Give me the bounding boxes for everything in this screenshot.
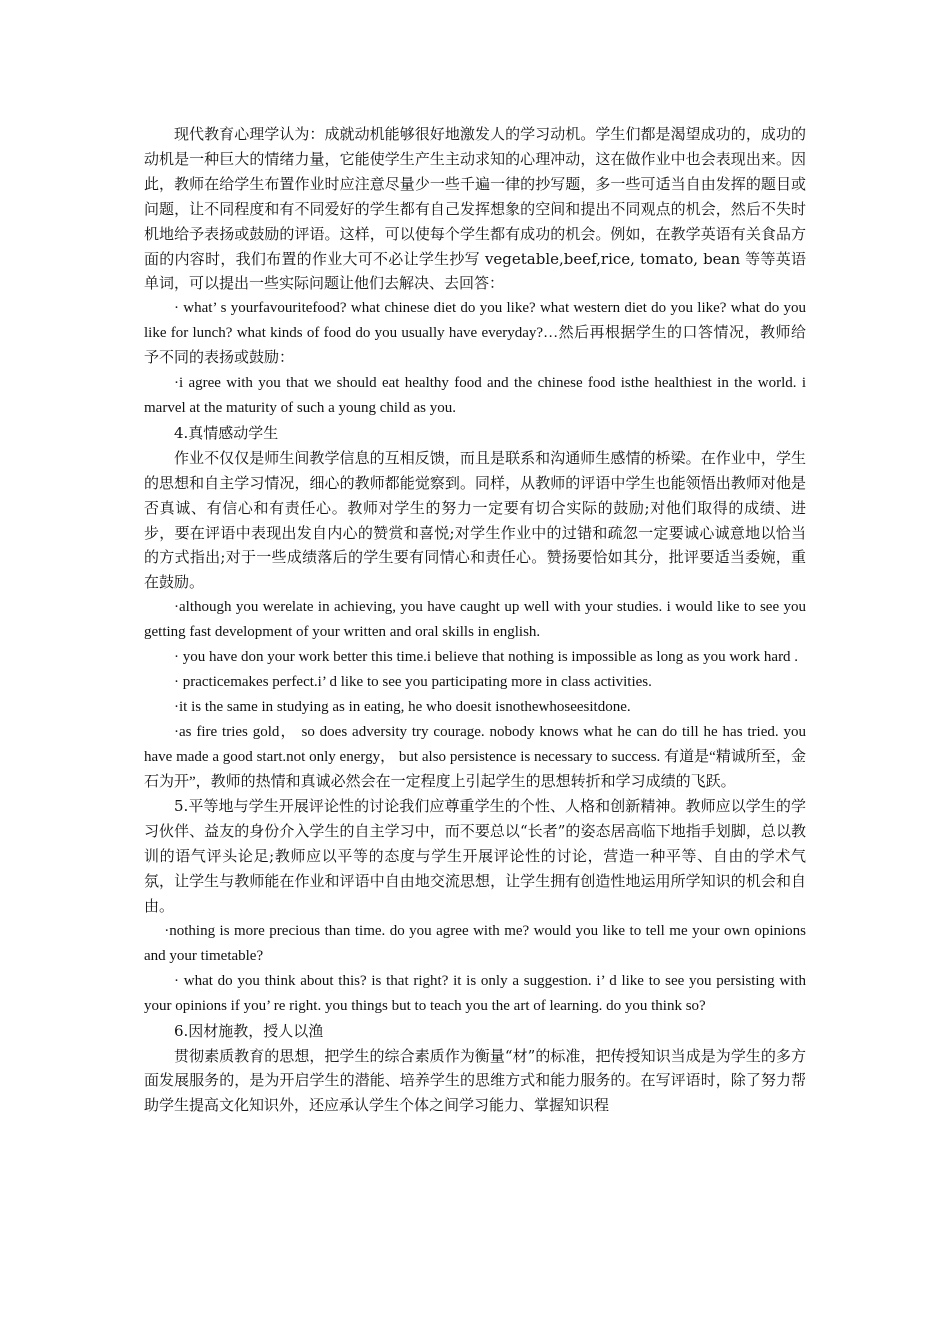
paragraph-example-praise: ·i agree with you that we should eat healthy food and the chinese food isthe healthiest in the world. i marvel at the maturity of such a young child as you.	[144, 375, 806, 416]
section-heading-6: 6.因材施教，授人以渔	[174, 1021, 324, 1040]
paragraph-comment-6: ·nothing is more precious than time. do you agree with me? would you like to tell me your own opinions and your timetable?	[144, 923, 806, 964]
paragraph-section-4: 作业不仅仅是师生间教学信息的互相反馈，而且是联系和沟通师生感情的桥梁。在作业中，学生的思想和自主学习情况，细心的教师都能觉察到。同样，从教师的评语中学生也能领悟出教师对他是否真诚、有信心和有责任心。教师对学生的努力一定要有切合实际的鼓励;对他们取得的成绩、进步，要在评语中表现出发自内心的赞赏和喜悦;对学生作业中的过错和疏忽一定要诚心诚意地以恰当的方式指出;对于一些成绩落后的学生要有同情心和责任心。赞扬要恰如其分，批评要适当委婉，重在鼓励。	[144, 448, 806, 592]
paragraph-comment-1: ·although you werelate in achieving, you have caught up well with your studies. i would like to see you getting fast development of your written and oral skills in english.	[144, 599, 806, 641]
document-page	[144, 122, 806, 1118]
paragraph-example-questions: · what’ s yourfavouritefood? what chinese diet do you like? what western diet do you like? what do you like for lunch? what kinds of food do you usually have everyday?…然后再根据学生的口答情况，教师给予不同的表扬或鼓励：	[144, 300, 806, 367]
paragraph-section-5: 5.平等地与学生开展评论性的讨论我们应尊重学生的个性、人格和创新精神。教师应以学生的学习伙伴、益友的身份介入学生的自主学习中，而不要总以“长者”的姿态居高临下地指手划脚，总以教训的语气评头论足;教师应以平等的态度与学生开展评论性的讨论，营造一种平等、自由的学术气氛，让学生与教师能在作业和评语中自由地交流思想，让学生拥有创造性地运用所学知识的机会和自由。	[144, 797, 806, 916]
paragraph-comment-4: ·it is the same in studying as in eating, he who doesit isnothewhoseesitdone.	[174, 698, 631, 715]
paragraph-comment-3: · practicemakes perfect.i’ d like to see you participating more in class activities.	[174, 673, 652, 690]
paragraph-section-6: 贯彻素质教育的思想，把学生的综合素质作为衡量“材”的标准，把传授知识当成是为学生的多方面发展服务的，是为开启学生的潜能、培养学生的思维方式和能力服务的。在写评语时，除了努力帮助学生提高文化知识外，还应承认学生个体之间学习能力、掌握知识程	[144, 1046, 806, 1115]
paragraph-comment-2: · you have don your work better this time.i believe that nothing is impossible as long as you work hard .	[174, 649, 799, 666]
paragraph-comment-7: · what do you think about this? is that right? it is only a suggestion. i’ d like to see you persisting with your opinions if you’ re right. you things but to teach you the art of learning. do you think so?	[144, 972, 806, 1014]
paragraph-intro: 现代教育心理学认为：成就动机能够很好地激发人的学习动机。学生们都是渴望成功的，成功的动机是一种巨大的情绪力量，它能使学生产生主动求知的心理冲动，这在做作业中也会表现出来。因此，教师在给学生布置作业时应注意尽量少一些千遍一律的抄写题，多一些可适当自由发挥的题目或问题，让不同程度和有不同爱好的学生都有自己发挥想象的空间和提出不同观点的机会，然后不失时机地给予表扬或鼓励的评语。这样，可以使每个学生都有成功的机会。例如，在教学英语有关食品方面的内容时，我们布置的作业大可不必让学生抄写 vegetable,beef,rice, tomato, bean 等等英语单词，可以提出一些实际问题让他们去解决、去回答：	[144, 125, 806, 293]
section-heading-4: 4.真情感动学生	[174, 423, 279, 442]
paragraph-comment-5: ·as fire tries gold， so does adversity try courage. nobody knows what he can do till he has tried. you have made a good start.not only energy， but also persistence is necessary to success. 有道是“精诚所至，金石为开”，教师的热情和真诚必然会在一定程度上引起学生的思想转折和学习成绩的飞跃。	[144, 723, 806, 790]
